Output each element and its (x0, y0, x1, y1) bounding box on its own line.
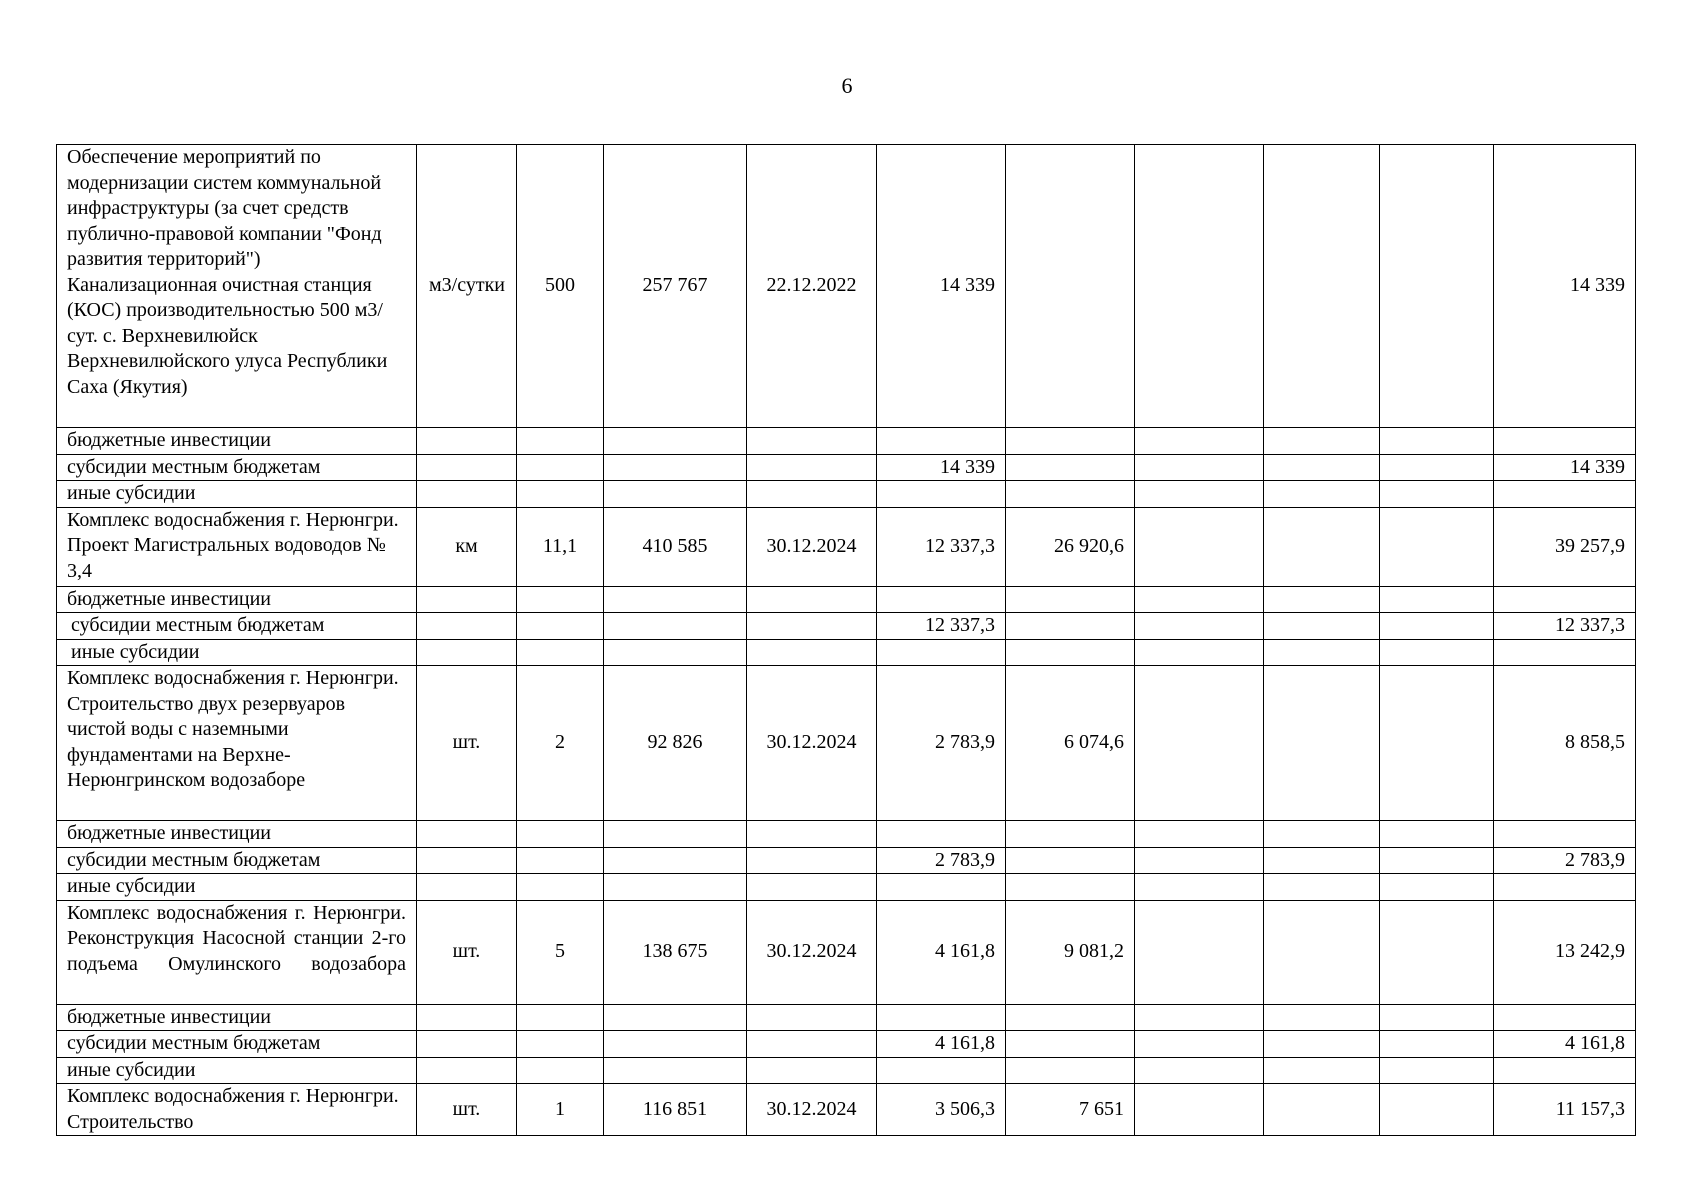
total-amount-cell: 12 337,3 (1494, 613, 1636, 640)
year1-amount-cell (877, 481, 1006, 508)
year2-amount-cell: 9 081,2 (1006, 900, 1135, 1004)
capacity-cell: 500 (517, 145, 604, 428)
total-amount-cell: 39 257,9 (1494, 507, 1636, 586)
estimated-cost-cell: 410 585 (604, 507, 747, 586)
funding-type-cell: субсидии местным бюджетам (57, 847, 417, 874)
year4-amount-cell (1264, 145, 1380, 428)
year5-amount-cell (1380, 666, 1494, 821)
capacity-cell: 1 (517, 1084, 604, 1136)
table-row (57, 613, 1636, 640)
object-name-cell: Комплекс водоснабжения г. Нерюнгри. Реконструкция Насосной станции 2-го подъема Омулинского водозабора (57, 900, 417, 1004)
funding-type-cell: субсидии местным бюджетам (57, 1031, 417, 1058)
funding-type-cell: иные субсидии (57, 639, 417, 666)
table-row (57, 454, 1636, 481)
total-amount-cell (1494, 428, 1636, 455)
total-amount-cell (1494, 1004, 1636, 1031)
table-row (57, 821, 1636, 848)
object-name-cell: Комплекс водоснабжения г. Нерюнгри. Строительство (57, 1084, 417, 1136)
unit-cell: км (417, 507, 517, 586)
estimated-cost-cell: 257 767 (604, 145, 747, 428)
funding-type-cell: бюджетные инвестиции (57, 428, 417, 455)
commissioning-date-cell: 22.12.2022 (747, 145, 877, 428)
year1-amount-cell: 2 783,9 (877, 666, 1006, 821)
object-name-cell: Комплекс водоснабжения г. Нерюнгри. Строительство двух резервуаров чистой воды с наземными фундаментами на Верхне-Нерюнгринском водозаборе (57, 666, 417, 821)
funding-type-cell: иные субсидии (57, 481, 417, 508)
commissioning-date-cell: 30.12.2024 (747, 1084, 877, 1136)
object-name-cell: Комплекс водоснабжения г. Нерюнгри. Проект Магистральных водоводов № 3,4 (57, 507, 417, 586)
table-row (57, 639, 1636, 666)
year4-amount-cell (1264, 666, 1380, 821)
total-amount-cell: 4 161,8 (1494, 1031, 1636, 1058)
year1-amount-cell (877, 874, 1006, 901)
investment-table (56, 144, 1636, 1136)
estimated-cost-cell: 138 675 (604, 900, 747, 1004)
year2-amount-cell (1006, 145, 1135, 428)
year1-amount-cell: 12 337,3 (877, 507, 1006, 586)
total-amount-cell: 14 339 (1494, 454, 1636, 481)
year1-amount-cell: 14 339 (877, 145, 1006, 428)
total-amount-cell (1494, 481, 1636, 508)
funding-type-cell: субсидии местным бюджетам (57, 613, 417, 640)
year5-amount-cell (1380, 507, 1494, 586)
unit-cell: шт. (417, 1084, 517, 1136)
commissioning-date-cell: 30.12.2024 (747, 666, 877, 821)
year2-amount-cell: 7 651 (1006, 1084, 1135, 1136)
year5-amount-cell (1380, 900, 1494, 1004)
table-row (57, 1057, 1636, 1084)
unit-value: м3/сутки (429, 274, 505, 297)
table-row (57, 900, 1636, 1004)
year1-amount-cell (877, 821, 1006, 848)
table-row (57, 145, 1636, 428)
year3-amount-cell (1135, 666, 1264, 821)
year1-amount-cell (877, 1004, 1006, 1031)
total-amount-cell (1494, 821, 1636, 848)
estimated-cost-cell: 92 826 (604, 666, 747, 821)
total-amount-cell (1494, 1057, 1636, 1084)
table-row (57, 481, 1636, 508)
total-amount-cell (1494, 639, 1636, 666)
year1-amount-cell: 14 339 (877, 454, 1006, 481)
year1-amount-cell (877, 586, 1006, 613)
table-row (57, 1004, 1636, 1031)
year3-amount-cell (1135, 1084, 1264, 1136)
object-name-cell (57, 145, 417, 428)
total-amount-cell: 11 157,3 (1494, 1084, 1636, 1136)
table-row (57, 507, 1636, 586)
table-row (57, 1084, 1636, 1136)
year2-amount-cell: 6 074,6 (1006, 666, 1135, 821)
total-amount-cell: 14 339 (1494, 145, 1636, 428)
total-amount-cell: 8 858,5 (1494, 666, 1636, 821)
year3-amount-cell (1135, 145, 1264, 428)
year5-amount-cell (1380, 1084, 1494, 1136)
funding-type-cell: бюджетные инвестиции (57, 1004, 417, 1031)
object-name: Обеспечение мероприятий по модернизации систем коммунальной инфраструктуры (за счет средств публично-правовой компании "Фонд развития территорий") Канализационная очистная станция (КОС) производительностью 500 м3/сут. с. Верхневилюйск Верхневилюйского улуса Республики Саха (Якутия) (67, 146, 388, 398)
year5-amount-cell (1380, 145, 1494, 428)
year3-amount-cell (1135, 507, 1264, 586)
unit-cell (417, 145, 517, 428)
capacity-cell: 2 (517, 666, 604, 821)
funding-type-cell: иные субсидии (57, 1057, 417, 1084)
year4-amount-cell (1264, 1084, 1380, 1136)
funding-type-cell: субсидии местным бюджетам (57, 454, 417, 481)
table-row (57, 1031, 1636, 1058)
year1-amount-cell: 3 506,3 (877, 1084, 1006, 1136)
total-amount-cell: 2 783,9 (1494, 847, 1636, 874)
year1-amount-cell (877, 428, 1006, 455)
year1-amount-cell: 4 161,8 (877, 900, 1006, 1004)
table-row (57, 428, 1636, 455)
year1-amount-cell (877, 639, 1006, 666)
year1-amount-cell: 4 161,8 (877, 1031, 1006, 1058)
table-row (57, 586, 1636, 613)
funding-type-cell: бюджетные инвестиции (57, 821, 417, 848)
capacity-cell: 5 (517, 900, 604, 1004)
year1-amount-cell (877, 1057, 1006, 1084)
total-amount-cell: 13 242,9 (1494, 900, 1636, 1004)
table-row (57, 847, 1636, 874)
table-row (57, 874, 1636, 901)
commissioning-date-cell: 30.12.2024 (747, 507, 877, 586)
unit-cell: шт. (417, 900, 517, 1004)
year1-amount-cell: 12 337,3 (877, 613, 1006, 640)
total-amount-cell (1494, 874, 1636, 901)
funding-type-cell: бюджетные инвестиции (57, 586, 417, 613)
year4-amount-cell (1264, 900, 1380, 1004)
commissioning-date-cell: 30.12.2024 (747, 900, 877, 1004)
page-number: 6 (841, 73, 853, 98)
year1-amount-cell: 2 783,9 (877, 847, 1006, 874)
funding-type-cell: иные субсидии (57, 874, 417, 901)
unit-cell: шт. (417, 666, 517, 821)
year4-amount-cell (1264, 507, 1380, 586)
table-row (57, 666, 1636, 821)
capacity-cell: 11,1 (517, 507, 604, 586)
year3-amount-cell (1135, 900, 1264, 1004)
estimated-cost-cell: 116 851 (604, 1084, 747, 1136)
total-amount-cell (1494, 586, 1636, 613)
year2-amount-cell: 26 920,6 (1006, 507, 1135, 586)
